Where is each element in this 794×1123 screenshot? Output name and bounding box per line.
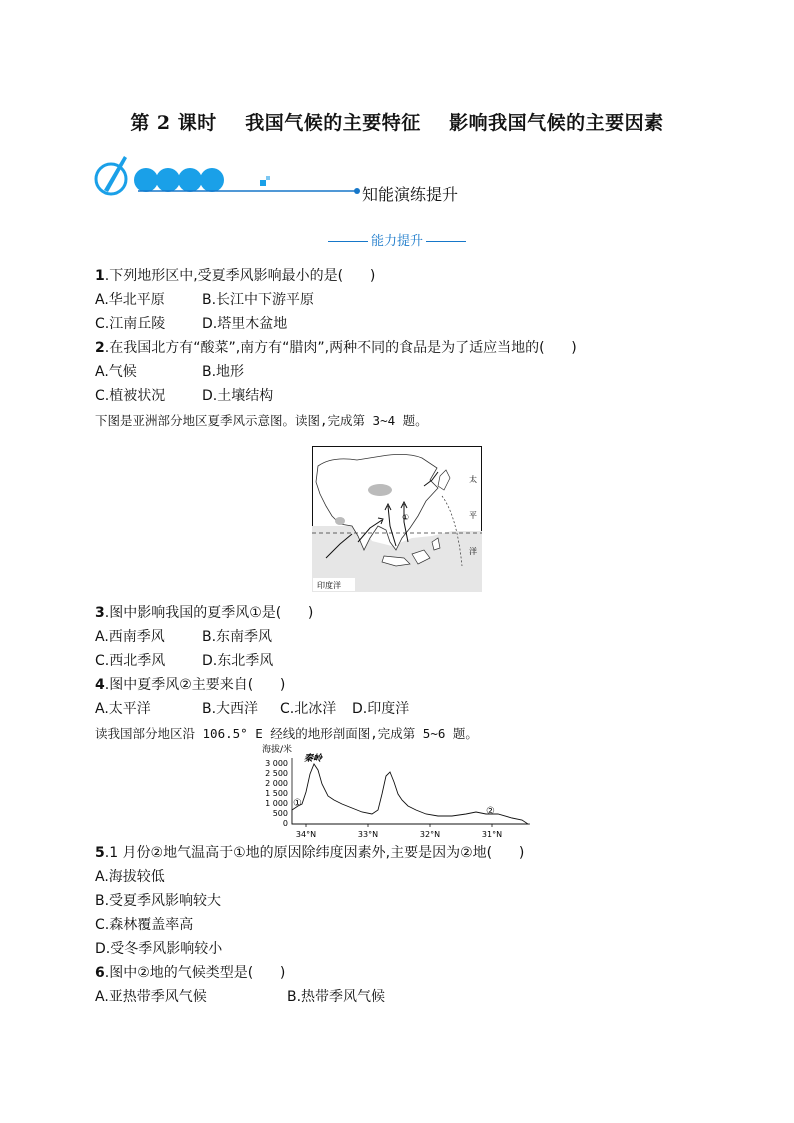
question-3-options-row2 [95,652,273,670]
y-tick-label: 1 500 [265,789,288,798]
banner-title: 知能演练提升 [362,185,459,204]
question-number: 1 [95,268,105,284]
question-3-stem [95,604,313,622]
question-2-stem [95,339,577,357]
question-number: 2 [95,340,105,356]
option-d[interactable]: D.塔里木盆地 [202,316,288,332]
question-2-options-row1 [95,363,244,381]
dot-icon [200,168,224,192]
dot-icon [156,168,180,192]
y-tick-label: 3 000 [265,759,288,768]
dot-icon [134,168,158,192]
option-c[interactable]: C.森林覆盖率高 [95,917,194,933]
question-1-stem [95,267,375,285]
option-c[interactable]: C.江南丘陵 [95,316,166,332]
question-text: .图中夏季风②主要来自( ) [104,677,286,693]
question-text: .下列地形区中,受夏季风影响最小的是( ) [104,268,376,284]
question-4-stem [95,676,285,694]
map-label-ping: 平 [469,511,477,520]
option-b[interactable]: B.热带季风气候 [287,989,386,1005]
profile-marker-2: ② [486,806,495,817]
profile-peak-label: 秦岭 [304,754,323,764]
question-number: 4 [95,677,105,693]
map-marker-1: ① [402,513,410,522]
option-a[interactable]: A.华北平原 [95,292,165,308]
option-d[interactable]: D.东北季风 [202,653,274,669]
profile-intro: 读我国部分地区沿 106.5° E 经线的地形剖面图,完成第 5~6 题。 [95,726,478,741]
y-tick-label: 2 500 [265,769,288,778]
y-tick-label: 500 [272,809,288,818]
question-6-stem [95,964,285,982]
section-subtitle [0,230,794,249]
brush-icon [96,156,127,194]
option-b[interactable]: B.长江中下游平原 [202,292,315,308]
option-b[interactable]: B.地形 [202,364,245,380]
asia-monsoon-map [312,446,482,592]
x-tick-label: 34°N [295,830,317,839]
option-c[interactable]: C.植被状况 [95,388,166,404]
x-tick-label: 31°N [481,830,503,839]
option-b[interactable]: B.受夏季风影响较大 [95,893,222,909]
question-text: .在我国北方有“酸菜”,南方有“腊肉”,两种不同的食品是为了适应当地的( ) [104,340,577,356]
x-tick-label: 32°N [419,830,441,839]
question-text: .图中影响我国的夏季风①是( ) [104,605,314,621]
map-label-indian-ocean: 印度洋 [317,581,341,590]
square-icon [260,180,266,186]
map-label-yang: 洋 [469,547,477,556]
question-3-options-row1 [95,628,272,646]
question-4-options [95,700,409,718]
question-number: 3 [95,605,105,621]
option-c[interactable]: C.北冰洋 [280,701,337,717]
question-6-options [95,988,385,1006]
map-intro: 下图是亚洲部分地区夏季风示意图。读图,完成第 3~4 题。 [95,413,428,428]
option-a[interactable]: A.海拔较低 [95,869,165,885]
question-1-options-row1 [95,291,314,309]
question-number: 5 [95,845,105,861]
map-label-tai: 太 [469,475,477,484]
question-text: .图中②地的气候类型是( ) [104,965,286,981]
page-title: 第 2 课时 我国气候的主要特征 影响我国气候的主要因素 [130,112,664,134]
option-a[interactable]: A.气候 [95,364,137,380]
y-tick-label: 0 [282,819,288,828]
section-subtitle-text: 能力提升 [370,234,423,249]
y-tick-label: 2 000 [265,779,288,788]
option-a[interactable]: A.太平洋 [95,701,151,717]
question-number: 6 [95,965,105,981]
profile-marker-1: ① [293,798,302,809]
option-d[interactable]: D.受冬季风影响较小 [95,941,223,957]
profile-y-axis-label: 海拔/米 [262,745,293,755]
option-a[interactable]: A.西南季风 [95,629,165,645]
question-5-stem [95,844,524,862]
question-text: .1 月份②地气温高于①地的原因除纬度因素外,主要是因为②地( ) [104,845,525,861]
option-d[interactable]: D.土壤结构 [202,388,274,404]
option-d[interactable]: D.印度洋 [352,701,410,717]
x-tick-label: 33°N [357,830,379,839]
option-a[interactable]: A.亚热带季风气候 [95,989,207,1005]
option-c[interactable]: C.西北季风 [95,653,166,669]
option-b[interactable]: B.东南季风 [202,629,273,645]
question-1-options-row2 [95,315,287,333]
question-2-options-row2 [95,387,273,405]
terrain-profile-chart [262,744,534,842]
dot-icon [178,168,202,192]
option-b[interactable]: B.大西洋 [202,701,259,717]
y-tick-label: 1 000 [265,799,288,808]
